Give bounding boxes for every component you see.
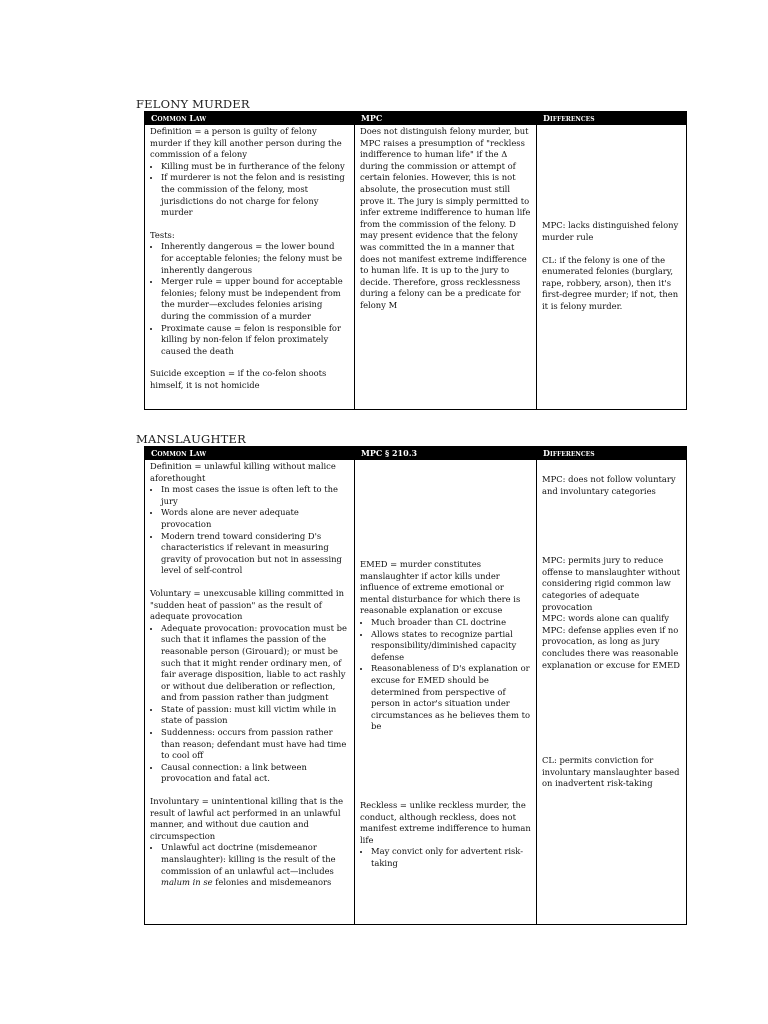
header-differences: Differences xyxy=(537,112,687,125)
list-item: • In most cases the issue is often left to the jury xyxy=(161,484,349,507)
suicide-exception-text: Suicide exception = if the co-felon shoots himself, it is not homicide xyxy=(150,368,327,390)
header-mpc: MPC § 210.3 xyxy=(355,447,537,460)
differences-cell xyxy=(537,460,687,925)
bullet-list xyxy=(150,484,349,577)
bullet-list xyxy=(360,617,531,733)
list-item: • Adequate provocation: provocation must be such that it inflames the passion of the reasonable person (Girouard); or must be such that it might render ordinary men, of fair average disposition, liable to act rashly or without due deliberation or reflection, and from passion rather than judgment xyxy=(161,623,349,704)
list-item: • Modern trend toward considering D's characteristics if relevant in measuring gravity of provocation but not in assessing level of self-control xyxy=(161,531,349,577)
list-item: • Merger rule = upper bound for acceptable felonies; felony must be independent from the murder—excludes felonies arising during the commission of a murder xyxy=(161,276,349,322)
list-item: • Causal connection: a link between provocation and fatal act. xyxy=(161,762,349,785)
voluntary-text: Voluntary = unexcusable killing committed in "sudden heat of passion" as the result of adequate provocation xyxy=(150,587,345,622)
tests-label: Tests: xyxy=(150,229,175,240)
table-header-row xyxy=(145,447,687,460)
difference-text: MPC: permits jury to reduce offense to manslaughter without considering rigid common law categories of adequate provocation xyxy=(542,555,681,612)
manslaughter-title: MANSLAUGHTER xyxy=(136,432,246,446)
manslaughter-table xyxy=(144,446,687,925)
difference-text: MPC: words alone can qualify xyxy=(542,613,670,624)
differences-cell xyxy=(537,125,687,410)
list-item: • Allows states to recognize partial responsibility/diminished capacity defense xyxy=(371,629,531,664)
table-row xyxy=(145,460,687,925)
list-item: • Reasonableness of D's explanation or excuse for EMED should be determined from perspective of person in actor's situation under circumstances as he believes them to be xyxy=(371,663,531,733)
reckless-text: Reckless = unlike reckless murder, the conduct, although reckless, does not manifest extreme indifference to human life xyxy=(360,799,531,845)
list-item-text: felonies and misdemeanors xyxy=(215,877,332,888)
list-item: • May convict only for advertent risk-taking xyxy=(371,846,531,869)
bullet-list xyxy=(150,623,349,785)
list-item: • State of passion: must kill victim while in state of passion xyxy=(161,704,349,727)
bullet-list xyxy=(360,846,531,869)
difference-text: CL: if the felony is one of the enumerated felonies (burglary, rape, robbery, arson), then it's first-degree murder; if not, then it is felony murder. xyxy=(542,254,679,311)
list-item: • Proximate cause = felon is responsible for killing by non-felon if felon proximately caused the death xyxy=(161,323,349,358)
difference-text: MPC: lacks distinguished felony murder rule xyxy=(542,220,679,243)
list-item xyxy=(161,842,349,888)
bullet-list xyxy=(150,241,349,357)
mpc-cell xyxy=(355,460,537,925)
table-row xyxy=(145,125,687,410)
list-item: • Inherently dangerous = the lower bound for acceptable felonies; the felony must be inherently dangerous xyxy=(161,241,349,276)
list-item-text: Unlawful act doctrine (misdemeanor manslaughter): killing is the result of the commission of an unlawful act—includes xyxy=(161,842,336,876)
difference-text: CL: permits conviction for involuntary manslaughter based on inadvertent risk-taking xyxy=(542,755,680,789)
difference-text: MPC: defense applies even if no provocation, as long as jury concludes there was reasonable explanation or excuse for EMED xyxy=(542,624,680,670)
list-item: • Words alone are never adequate provocation xyxy=(161,507,349,530)
list-item: • Suddenness: occurs from passion rather than reason; defendant must have had time to cool off xyxy=(161,727,349,762)
header-common-law: Common Law xyxy=(145,112,355,125)
common-law-cell xyxy=(145,125,355,410)
definition-text: Definition = a person is guilty of felony murder if they kill another person during the commission of a felony xyxy=(150,126,342,160)
definition-text: Definition = unlawful killing without malice aforethought xyxy=(150,461,336,483)
common-law-cell xyxy=(145,460,355,925)
felony-murder-table xyxy=(144,111,687,410)
mpc-cell xyxy=(355,125,537,410)
emed-text: EMED = murder constitutes manslaughter if actor kills under influence of extreme emotional or mental disturbance for which there is reasonable explanation or excuse xyxy=(360,559,521,616)
header-common-law: Common Law xyxy=(145,447,355,460)
difference-text: MPC: does not follow voluntary and involuntary categories xyxy=(542,474,676,496)
list-item: • Killing must be in furtherance of the felony xyxy=(161,161,349,173)
mpc-text: Does not distinguish felony murder, but MPC raises a presumption of "reckless indifference to human life" if the Δ during the commission or attempt of certain felonies. However, this is not absolute, the prosecution must still prove it. The jury is simply permitted to infer extreme indifference to human life from the commission of the felony. D may present evidence that the felony was committed the in a manner that does not manifest extreme indifference to human life. It is up to the jury to decide. Therefore, gross recklessness during a felony can be a predicate for felony M xyxy=(360,126,531,310)
table-header-row xyxy=(145,112,687,125)
list-item: • If murderer is not the felon and is resisting the commission of the felony, most jurisdictions do not charge for felony murder xyxy=(161,172,349,218)
header-mpc: MPC xyxy=(355,112,537,125)
bullet-list xyxy=(150,842,349,888)
felony-murder-title: FELONY MURDER xyxy=(136,97,250,111)
list-item: • Much broader than CL doctrine xyxy=(371,617,531,629)
header-differences: Differences xyxy=(537,447,687,460)
involuntary-text: Involuntary = unintentional killing that is the result of lawful act performed in an unlawful manner, and without due caution and circumspection xyxy=(150,796,344,841)
italic-term: malum in se xyxy=(161,877,213,888)
bullet-list xyxy=(150,161,349,219)
